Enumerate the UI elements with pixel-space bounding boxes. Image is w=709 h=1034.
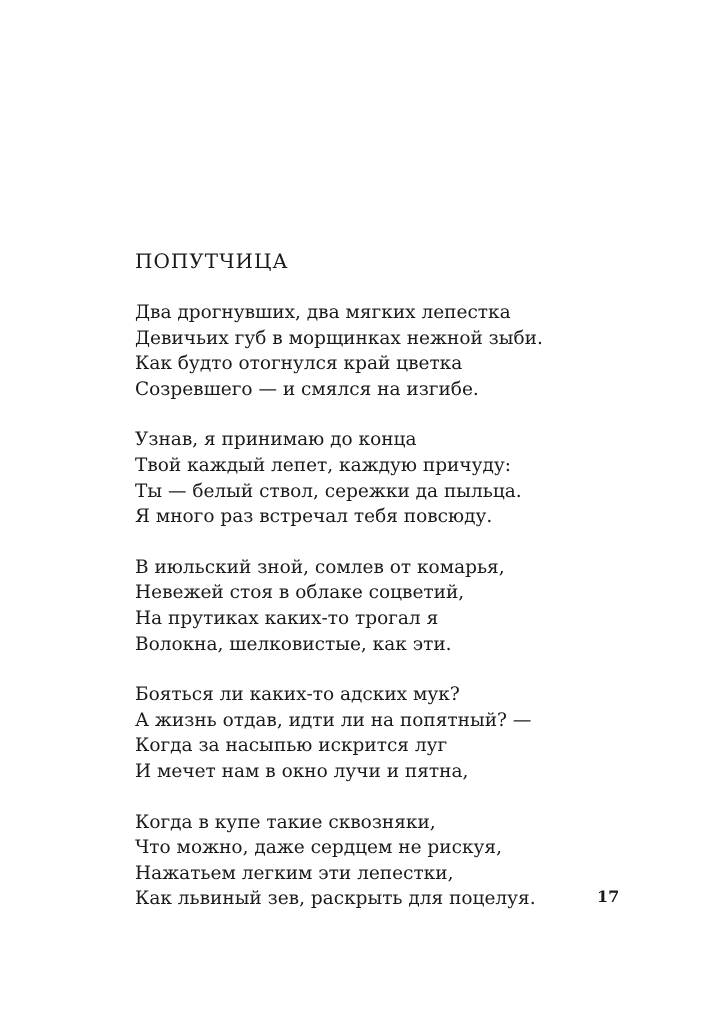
- poem-line: Как львиный зев, раскрыть для поцелуя.: [135, 888, 536, 910]
- poem-line: Волокна, шелковистые, как эти.: [135, 633, 452, 655]
- poem-line: Ты — белый ствол, сережки да пыльца.: [135, 480, 522, 502]
- stanza-4: [135, 682, 605, 784]
- stanza-5: [135, 810, 605, 912]
- poem-line: Девичьих губ в морщинках нежной зыби.: [135, 327, 543, 349]
- poem-line: Бояться ли каких-то адских мук?: [135, 684, 460, 706]
- poem-line: В июльский зной, сомлев от комарья,: [135, 556, 505, 578]
- poem-line: А жизнь отдав, идти ли на попятный? —: [135, 709, 532, 731]
- stanza-1: [135, 300, 605, 402]
- poem-line: Я много раз встречал тебя повсюду.: [135, 506, 493, 528]
- poem-line: Нажатьем легким эти лепестки,: [135, 862, 454, 884]
- poem-line: Как будто отогнулся край цветка: [135, 353, 463, 375]
- poem-line: Два дрогнувших, два мягких лепестка: [135, 302, 511, 323]
- stanza-2: [135, 427, 605, 529]
- poem-line: На прутиках каких-то трогал я: [135, 607, 439, 629]
- poem-line: Созревшего — и смялся на изгибе.: [135, 378, 479, 400]
- stanza-3: [135, 555, 605, 657]
- poem-line: И мечет нам в окно лучи и пятна,: [135, 760, 469, 782]
- poem-line: Узнав, я принимаю до конца: [135, 429, 417, 451]
- poem-line: Твой каждый лепет, каждую причуду:: [135, 454, 512, 476]
- poem-line: Когда в купе такие сквозняки,: [135, 811, 436, 833]
- poem-line: Невежей стоя в облаке соцветий,: [135, 582, 465, 604]
- page-number: 17: [597, 887, 620, 906]
- poem-line: Когда за насыпью искрится луг: [135, 735, 448, 757]
- poem-line: Что можно, даже сердцем не рискуя,: [135, 837, 502, 859]
- poem: [135, 248, 605, 937]
- poem-title: ПОПУТЧИЦА: [135, 249, 289, 273]
